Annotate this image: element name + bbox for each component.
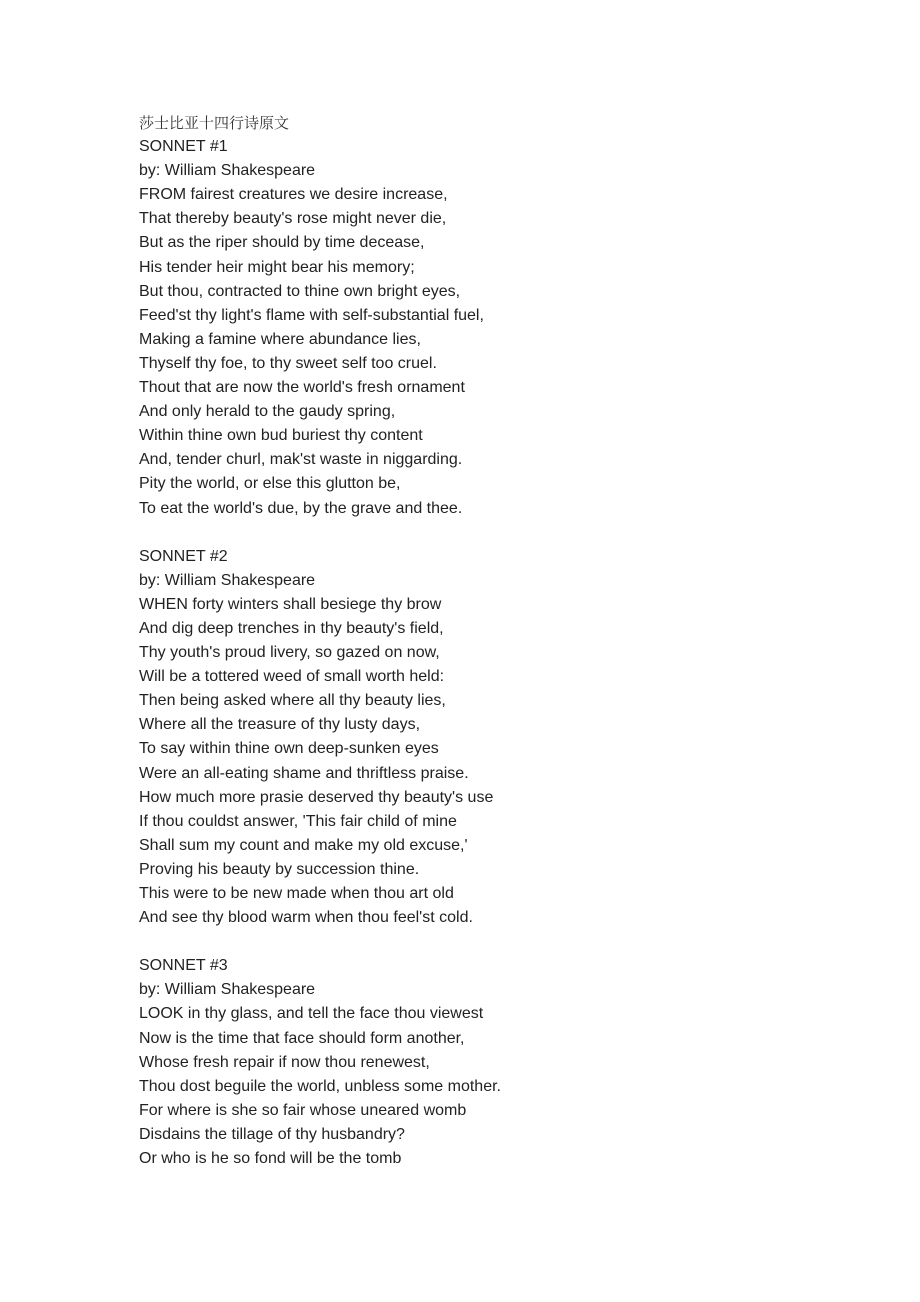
poem-line: WHEN forty winters shall besiege thy brow xyxy=(139,595,442,613)
poem-line: Or who is he so fond will be the tomb xyxy=(139,1150,402,1168)
poem-line: But as the riper should by time decease, xyxy=(139,234,425,252)
sonnet-heading: SONNET #1 xyxy=(139,138,228,156)
sonnet-byline: by: William Shakespeare xyxy=(139,981,316,999)
sonnet-block xyxy=(139,954,839,1171)
poem-line: To eat the world's due, by the grave and thee. xyxy=(139,499,463,517)
poem-line: And, tender churl, mak'st waste in niggarding. xyxy=(139,451,463,469)
poem-line: LOOK in thy glass, and tell the face thou viewest xyxy=(139,1005,484,1023)
poem-line: For where is she so fair whose uneared womb xyxy=(139,1101,467,1119)
sonnet-heading: SONNET #3 xyxy=(139,957,228,975)
poem-line: Within thine own bud buriest thy content xyxy=(139,427,423,445)
poem-line: Feed'st thy light's flame with self-substantial fuel, xyxy=(139,306,484,324)
stanza-gap xyxy=(139,930,839,954)
poem-line: How much more prasie deserved thy beauty's use xyxy=(139,788,494,806)
poem-line: Proving his beauty by succession thine. xyxy=(139,860,420,878)
document-page xyxy=(139,111,839,1171)
poem-line: This were to be new made when thou art old xyxy=(139,885,454,902)
sonnet-byline: by: William Shakespeare xyxy=(139,162,316,180)
poem-line: Thy youth's proud livery, so gazed on now, xyxy=(139,644,440,662)
stanza-gap xyxy=(139,521,839,545)
poem-line: Pity the world, or else this glutton be, xyxy=(139,475,401,493)
poem-line: That thereby beauty's rose might never die, xyxy=(139,210,447,228)
poem-line: Where all the treasure of thy lusty days, xyxy=(139,716,421,734)
poem-line: His tender heir might bear his memory; xyxy=(139,258,415,276)
poem-line: Making a famine where abundance lies, xyxy=(139,330,421,348)
poem-line: And dig deep trenches in thy beauty's field, xyxy=(139,619,444,637)
sonnet-heading: SONNET #2 xyxy=(139,547,228,565)
document-title: 莎士比亚十四行诗原文 xyxy=(139,114,290,132)
poem-line: And only herald to the gaudy spring, xyxy=(139,403,396,421)
poem-line: And see thy blood warm when thou feel'st cold. xyxy=(139,909,473,927)
sonnet-list xyxy=(139,135,839,1171)
poem-line: Will be a tottered weed of small worth held: xyxy=(139,668,445,686)
poem-line: If thou couldst answer, 'This fair child of mine xyxy=(139,812,457,830)
poem-line: Shall sum my count and make my old excuse,' xyxy=(139,836,468,854)
poem-line: Disdains the tillage of thy husbandry? xyxy=(139,1125,405,1143)
poem-line: Whose fresh repair if now thou renewest, xyxy=(139,1053,430,1071)
poem-line: But thou, contracted to thine own bright eyes, xyxy=(139,282,461,300)
sonnet-block xyxy=(139,545,839,931)
poem-line: Then being asked where all thy beauty lies, xyxy=(139,692,446,710)
poem-line: FROM fairest creatures we desire increase, xyxy=(139,186,448,204)
poem-line: Were an all-eating shame and thriftless praise. xyxy=(139,764,469,782)
poem-line: Now is the time that face should form another, xyxy=(139,1029,465,1047)
sonnet-byline: by: William Shakespeare xyxy=(139,571,316,589)
poem-line: To say within thine own deep-sunken eyes xyxy=(139,740,439,758)
poem-line: Thyself thy foe, to thy sweet self too cruel. xyxy=(139,354,437,372)
sonnet-block xyxy=(139,135,839,521)
poem-line: Thout that are now the world's fresh ornament xyxy=(139,379,465,397)
poem-line: Thou dost beguile the world, unbless some mother. xyxy=(139,1077,501,1095)
